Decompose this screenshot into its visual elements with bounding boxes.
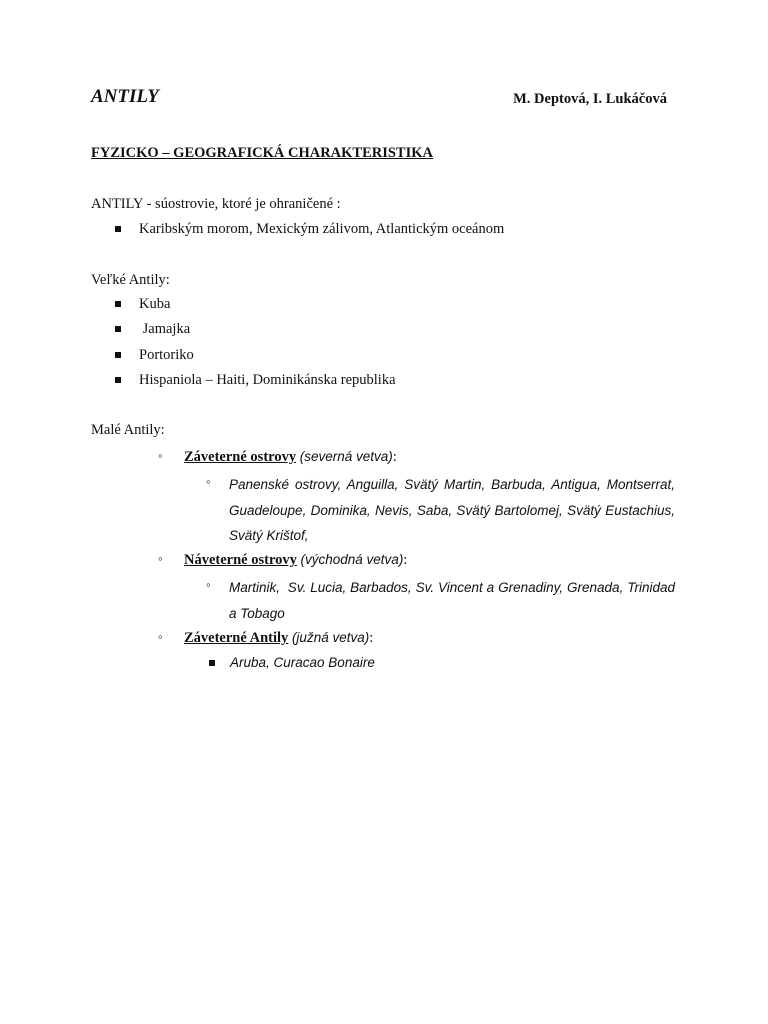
island-list: Aruba, Curacao Bonaire: [230, 655, 375, 670]
square-bullet-icon: [209, 660, 215, 666]
velke-antily-label: Veľké Antily:: [91, 272, 170, 288]
group-name: Záveterné Antily: [184, 630, 289, 646]
group-header: [184, 630, 373, 647]
list-item: Hispaniola – Haiti, Dominikánska republika: [139, 372, 396, 388]
group-colon: :: [392, 449, 397, 465]
square-bullet-icon: [115, 326, 121, 332]
square-bullet-icon: [115, 301, 121, 307]
island-list: Martinik, Sv. Lucia, Barbados, Sv. Vincent a Grenadiny, Grenada, Trinidad a Tobago: [229, 580, 679, 621]
group-colon: :: [369, 630, 374, 646]
list-item: Karibským morom, Mexickým zálivom, Atlantickým oceánom: [139, 221, 505, 237]
square-bullet-icon: [115, 377, 121, 383]
group-header: [184, 552, 407, 569]
group-name: Záveterné ostrovy: [184, 449, 297, 465]
square-bullet-icon: [115, 226, 121, 232]
document-title: ANTILY: [91, 86, 159, 107]
authors: M. Deptová, I. Lukáčová: [513, 91, 667, 107]
group-note: (severná vetva): [299, 449, 393, 464]
list-item: Jamajka: [139, 321, 191, 337]
intro-text: ANTILY - súostrovie, ktoré je ohraničené :: [91, 196, 341, 212]
group-note: (južná vetva): [291, 630, 370, 645]
square-bullet-icon: [115, 352, 121, 358]
section-heading: FYZICKO – GEOGRAFICKÁ CHARAKTERISTIKA: [91, 145, 433, 161]
group-note: (východná vetva): [300, 552, 404, 567]
circle-bullet-icon: ◦: [206, 474, 211, 489]
circle-bullet-icon: ◦: [158, 551, 163, 566]
circle-bullet-icon: ◦: [206, 577, 211, 592]
list-item: Portoriko: [139, 347, 194, 363]
circle-bullet-icon: ◦: [158, 629, 163, 644]
group-name: Náveterné ostrovy: [184, 552, 297, 568]
circle-bullet-icon: ◦: [158, 448, 163, 463]
list-item: Kuba: [139, 296, 171, 312]
group-colon: :: [403, 552, 408, 568]
island-list: Panenské ostrovy, Anguilla, Svätý Martin, Barbuda, Antigua, Montserrat, Guadeloupe, Dominika, Nevis, Saba, Svätý Bartolomej, Svätý Eustachius, Svätý Krištof,: [229, 477, 675, 543]
group-header: [184, 449, 397, 466]
male-antily-label: Malé Antily:: [91, 422, 165, 438]
